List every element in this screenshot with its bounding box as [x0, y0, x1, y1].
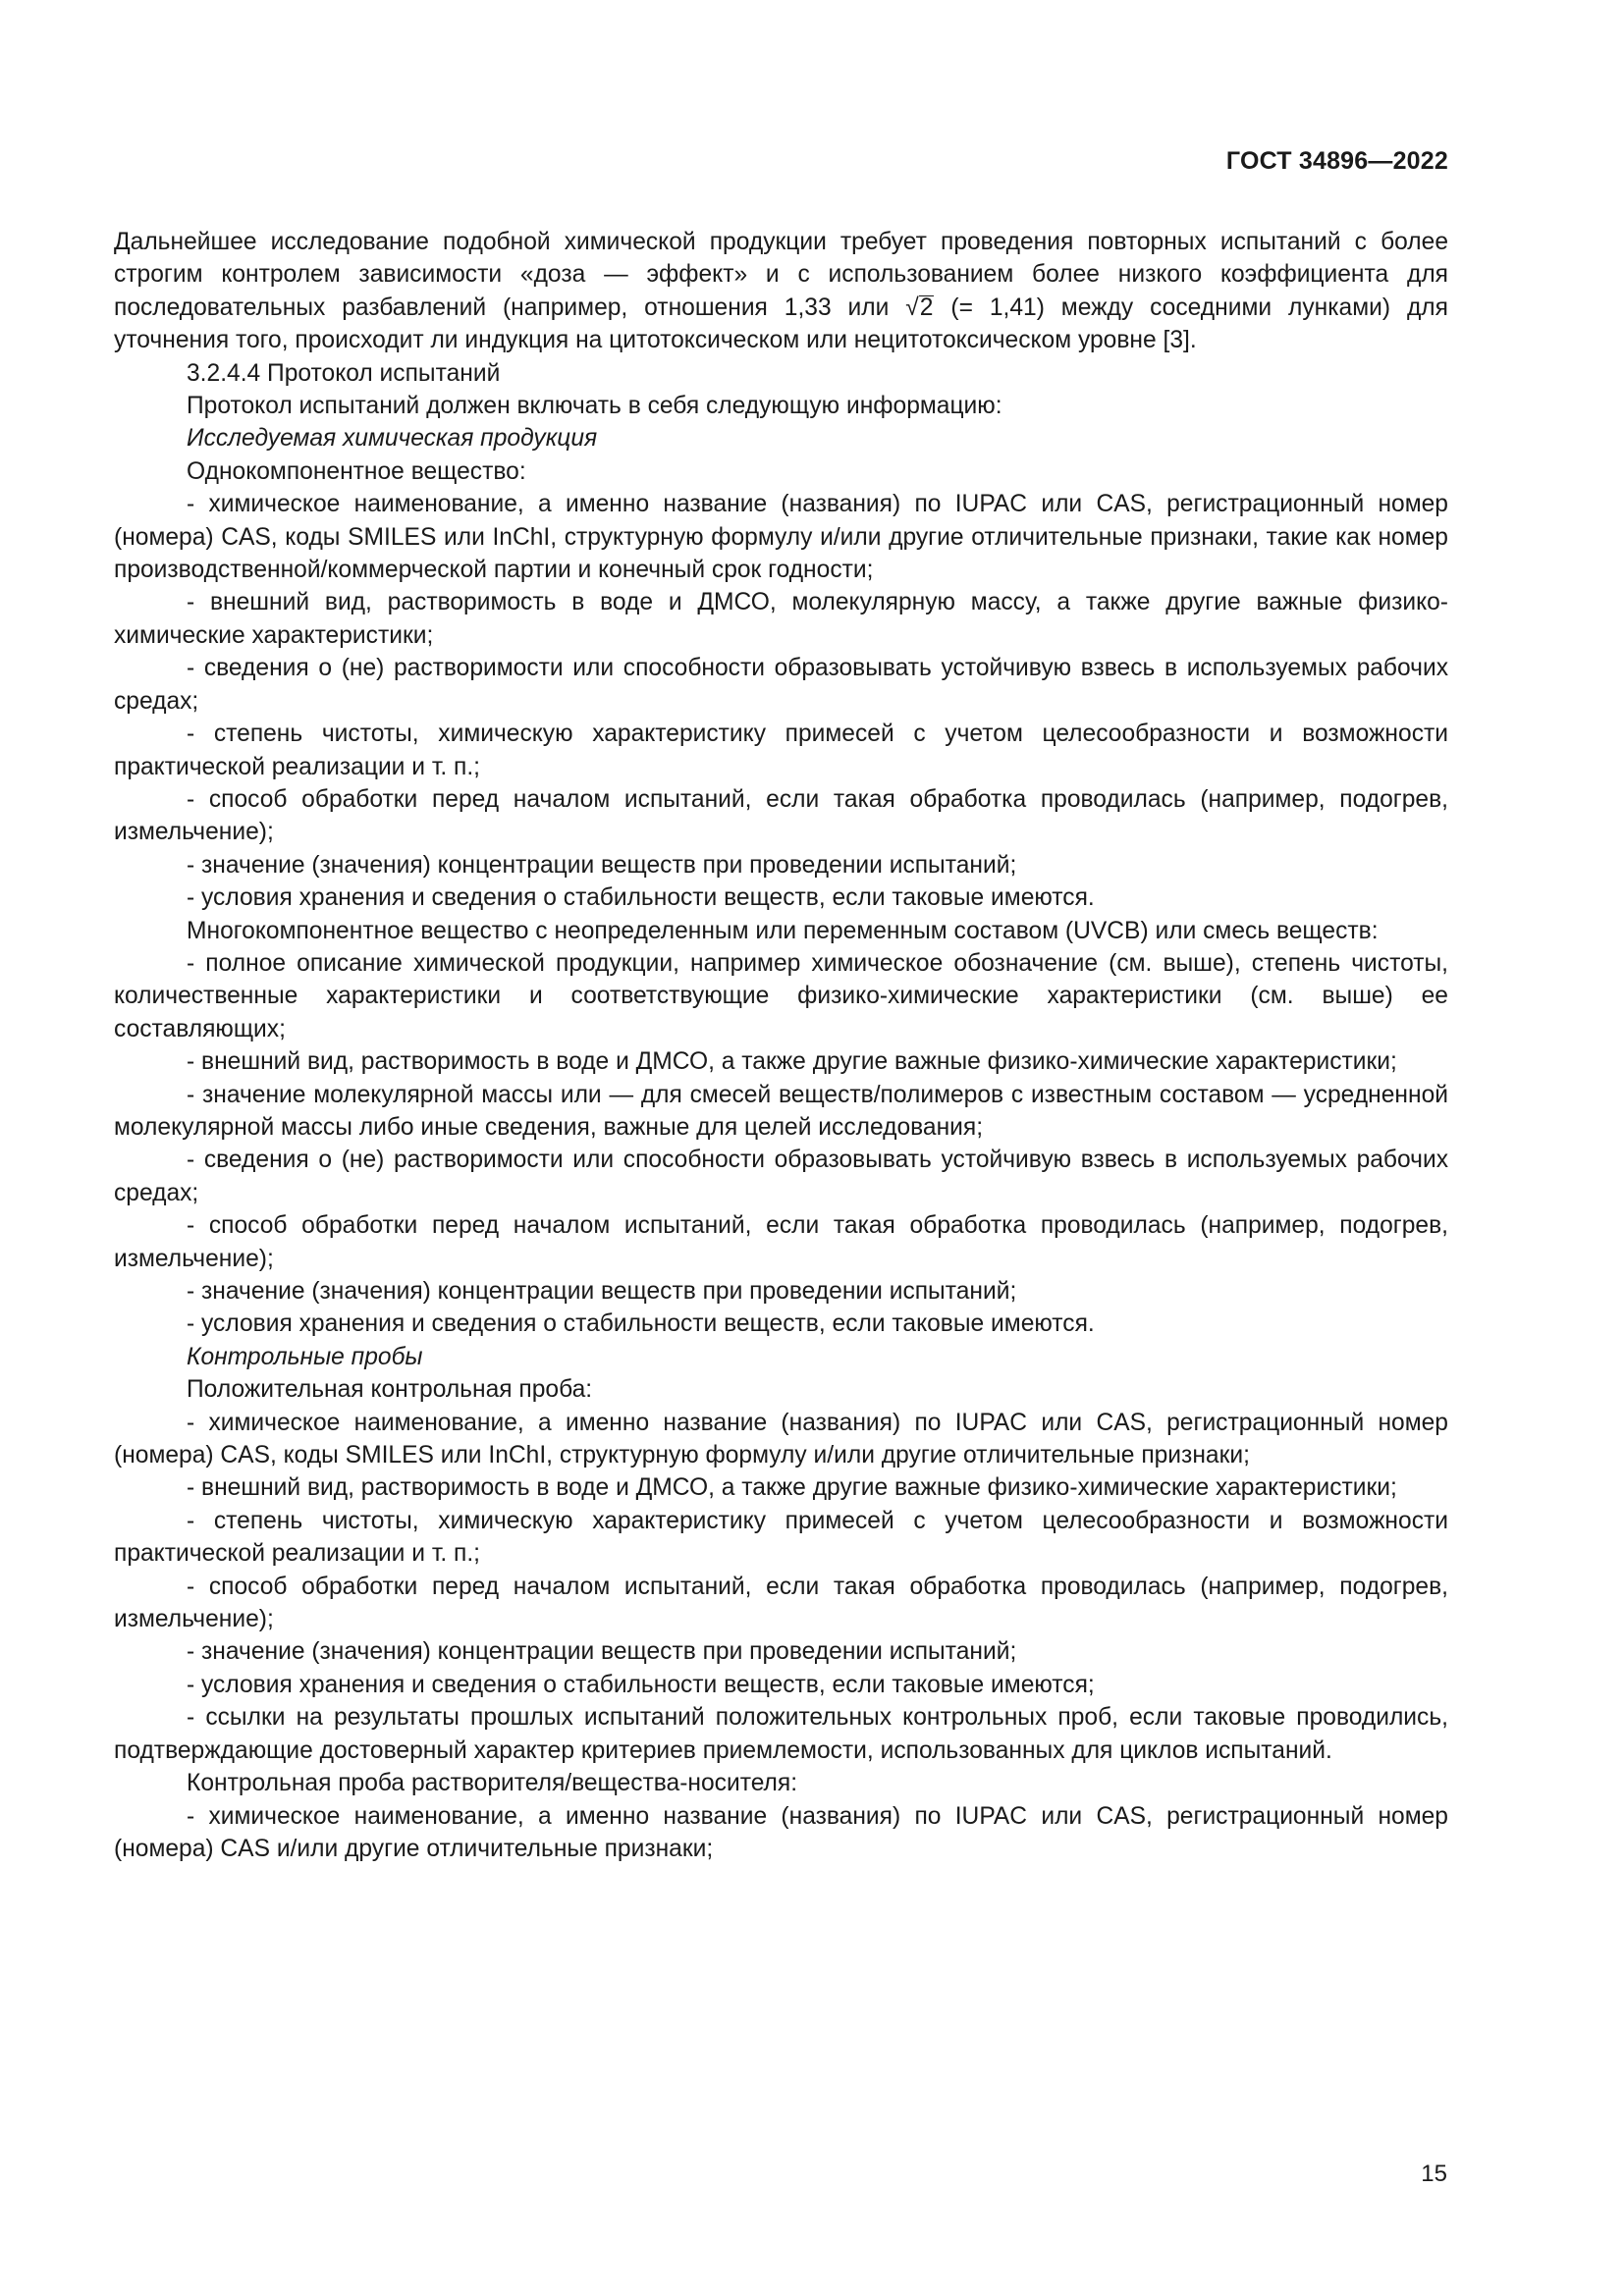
page-number: 15 — [1421, 2161, 1447, 2187]
list-item: - ссылки на результаты прошлых испытаний положительных контрольных проб, если таковые проводились, подтверждающие достоверный характер критериев приемлемости, использованных для циклов испытаний. — [114, 1704, 1448, 1764]
list-item: - химическое наименование, а именно название (названия) по IUPAC или CAS, регистрационный номер (номера) CAS, коды SMILES или InChI, структурную формулу и/или другие отличительные признаки; — [114, 1409, 1448, 1469]
paragraph: Контрольная проба растворителя/вещества-носителя: — [187, 1770, 798, 1797]
list-item: - условия хранения и сведения о стабильности веществ, если таковые имеются. — [187, 884, 1095, 912]
list-item: - внешний вид, растворимость в воде и ДМСО, молекулярную массу, а также другие важные физико-химические характеристики; — [114, 589, 1448, 649]
list-item: - сведения о (не) растворимости или способности образовывать устойчивую взвесь в используемых рабочих средах; — [114, 1147, 1448, 1206]
paragraph: Однокомпонентное вещество: — [187, 457, 526, 485]
list-item: - химическое наименование, а именно название (названия) по IUPAC или CAS, регистрационный номер (номера) CAS и/или другие отличительные признаки; — [114, 1802, 1448, 1862]
subsection-heading: Контрольные пробы — [187, 1343, 423, 1370]
list-item: - степень чистоты, химическую характеристику примесей с учетом целесообразности и возможности практической реализации и т. п.; — [114, 721, 1448, 780]
paragraph: Многокомпонентное вещество с неопределенным или переменным составом (UVCB) или смесь веществ: — [187, 917, 1379, 944]
list-item: - условия хранения и сведения о стабильности веществ, если таковые имеются; — [187, 1671, 1095, 1698]
sqrt-sign: √ — [905, 294, 919, 321]
list-item: - способ обработки перед началом испытаний, если такая обработка проводилась (например, подогрев, измельчение); — [114, 785, 1448, 846]
list-item: - значение молекулярной массы или — для смесей веществ/полимеров с известным составом — усредненной молекулярной массы либо иные сведения, важные для целей исследования; — [114, 1081, 1448, 1141]
list-item: - полное описание химической продукции, например химическое обозначение (см. выше), степень чистоты, количественные характеристики и соответствующие физико-химические характеристики (см. выше) ее составляющих; — [114, 949, 1448, 1042]
section-heading: 3.2.4.4 Протокол испытаний — [187, 359, 501, 387]
list-item: - значение (значения) концентрации веществ при проведении испытаний; — [187, 1638, 1017, 1666]
list-item: - внешний вид, растворимость в воде и ДМСО, а также другие важные физико-химические характеристики; — [187, 1048, 1397, 1076]
paragraph: Положительная контрольная проба: — [187, 1376, 593, 1404]
paragraph-intro: Дальнейшее исследование подобной химической продукции требует проведения повторных испытаний с более строгим контролем зависимости «доза — эффект» и с использованием более низкого коэффициента для последовательных разбавлений (например, отношения 1,33 или √2 (= 1,41) между соседними лунками) для уточнения того, происходит ли индукция на цитотоксическом или нецитотоксическом уровне [3]. — [114, 229, 1448, 354]
list-item: - химическое наименование, а именно название (названия) по IUPAC или CAS, регистрационный номер (номера) CAS, коды SMILES или InChI, структурную формулу и/или другие отличительные признаки, такие как номер производственной/коммерческой партии и конечный срок годности; — [114, 491, 1448, 584]
standard-designation: ГОСТ 34896—2022 — [1225, 147, 1448, 175]
list-item: - значение (значения) концентрации веществ при проведении испытаний; — [187, 851, 1017, 879]
body-text — [114, 226, 1448, 1865]
paragraph: Протокол испытаний должен включать в себя следующую информацию: — [187, 393, 1002, 420]
list-item: - способ обработки перед началом испытаний, если такая обработка проводилась (например, подогрев, измельчение); — [114, 1573, 1448, 1633]
list-item: - условия хранения и сведения о стабильности веществ, если таковые имеются. — [187, 1310, 1095, 1338]
list-item: - способ обработки перед началом испытаний, если такая обработка проводилась (например, подогрев, измельчение); — [114, 1212, 1448, 1272]
sqrt-radicand: 2 — [919, 294, 934, 321]
list-item: - степень чистоты, химическую характеристику примесей с учетом целесообразности и возможности практической реализации и т. п.; — [114, 1507, 1448, 1568]
list-item: - значение (значения) концентрации веществ при проведении испытаний; — [187, 1278, 1017, 1305]
list-item: - сведения о (не) растворимости или способности образовывать устойчивую взвесь в используемых рабочих средах; — [114, 655, 1448, 715]
subsection-heading: Исследуемая химическая продукция — [187, 425, 598, 453]
list-item: - внешний вид, растворимость в воде и ДМСО, а также другие важные физико-химические характеристики; — [187, 1474, 1397, 1502]
